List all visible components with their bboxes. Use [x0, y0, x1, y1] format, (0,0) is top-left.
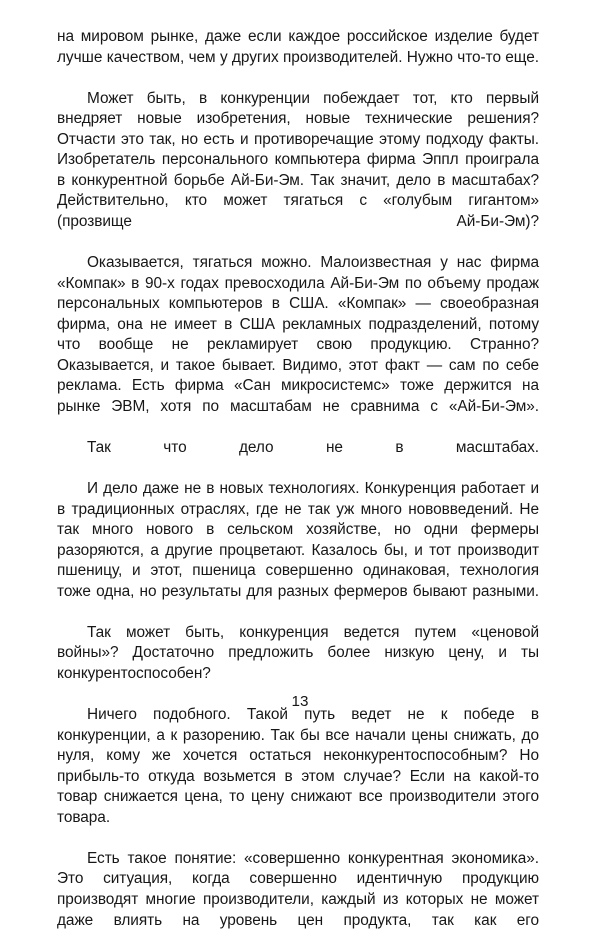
body-paragraph: на мировом рынке, даже если каждое российское изделие будет лучше качеством, чем у других производителей. Нужно что-то еще.: [57, 28, 539, 66]
body-paragraph: Оказывается, тягаться можно. Малоизвестная у нас фирма «Компак» в 90-х годах превосходила Ай-Би-Эм по объему продаж персональных компьютеров в США. «Компак» — своеобразная фирма, она не имеет в США рекламных подразделений, потому что вообще не рекламирует свою продукцию. Странно? Оказывается, и такое бывает. Видимо, этот факт — сам по себе реклама. Есть фирма «Сан микросистемс» тоже держится на рынке ЭВМ, хотя по масштабам не сравнима с «Ай-Би-Эм».: [57, 254, 539, 415]
body-paragraph: Так что дело не в масштабах.: [87, 438, 539, 456]
body-paragraph: Может быть, в конкуренции побеждает тот, кто первый внедряет новые изобретения, новые технические решения? Отчасти это так, но есть и противоречащие этому подходу факты. Изобретатель персонального компьютера фирма Эппл проиграла в конкурентной борьбе Ай-Би-Эм. Так значит, дело в масштабах? Действительно, кто может тягаться с «голубым гигантом» (прозвище Ай-Би-Эм)?: [57, 89, 539, 230]
body-paragraph: И дело даже не в новых технологиях. Конкуренция работает и в традиционных отраслях, где не так уж много нововведений. Не так много нового в сельском хозяйстве, но одни фермеры разоряются, а другие процветают. Казалось бы, и тот производит пшеницу, и этот, пшеница совершенно одинаковая, технология тоже одна, но результаты для разных фермеров бывают разными.: [57, 480, 539, 600]
page-text-block: [57, 27, 539, 952]
page-number: 13: [291, 693, 309, 710]
body-paragraph: Ничего подобного. Такой путь ведет не к победе в конкуренции, а к разорению. Так бы все начали цены снижать, до нуля, кому же хочется остаться неконкурентоспособным? Но прибыль-то откуда возьмется в этом случае? Если на какой-то товар снижается цена, то цену снижают все производители этого товара.: [57, 706, 539, 826]
body-paragraph: Есть такое понятие: «совершенно конкурентная экономика». Это ситуация, когда совершенно идентичную продукцию производят многие производители, каждый из которых не может даже влиять на уровень цен продукта, так как его: [57, 849, 539, 929]
body-paragraph: Так может быть, конкуренция ведется путем «ценовой войны»? Достаточно предложить более низкую цену, и ты конкурентоспособен?: [57, 623, 539, 682]
